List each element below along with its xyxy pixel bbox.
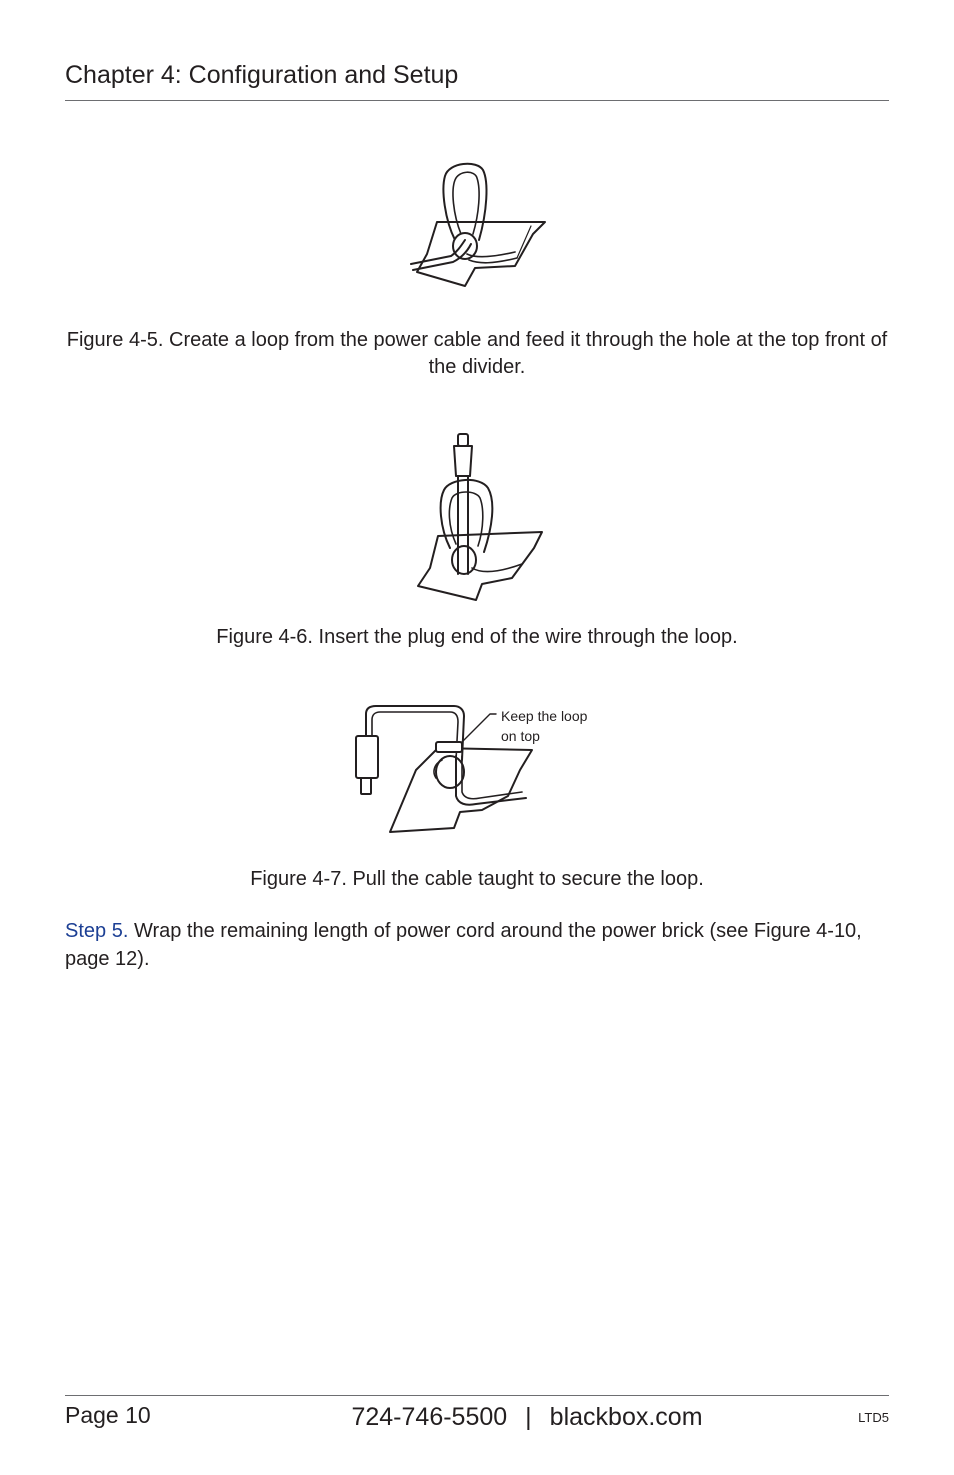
document-code: LTD5 — [858, 1410, 889, 1425]
phone-number: 724-746-5500 — [351, 1403, 508, 1431]
callout-line-2: on top — [501, 728, 540, 744]
figure-4-5-illustration — [405, 160, 550, 290]
callout-line-1: Keep the loop — [501, 708, 588, 724]
footer-contact — [300, 1401, 754, 1433]
figure-4-7-callout — [501, 706, 587, 746]
website-link[interactable]: blackbox.com — [549, 1403, 703, 1431]
figure-4-6-caption: Figure 4-6. Insert the plug end of the wire through the loop. — [216, 626, 738, 648]
figure-4-7-caption: Figure 4-7. Pull the cable taught to secure the loop. — [250, 868, 704, 890]
footer-divider — [65, 1395, 889, 1396]
step-5-label: Step 5. — [65, 920, 129, 942]
step-5-text: Wrap the remaining length of power cord around the power brick (see Figure 4-10, page 12). — [65, 920, 862, 970]
chapter-title: Chapter 4: Configuration and Setup — [65, 61, 459, 89]
figure-4-5-caption: Figure 4-5. Create a loop from the power cable and feed it through the hole at the top front of the divider. — [66, 329, 888, 378]
header-divider — [65, 100, 889, 101]
figure-4-7-illustration — [350, 700, 500, 840]
figure-4-6-illustration — [410, 428, 550, 603]
step-5-paragraph — [65, 917, 895, 973]
page-number: Page 10 — [65, 1402, 151, 1428]
footer-separator: | — [525, 1403, 532, 1431]
